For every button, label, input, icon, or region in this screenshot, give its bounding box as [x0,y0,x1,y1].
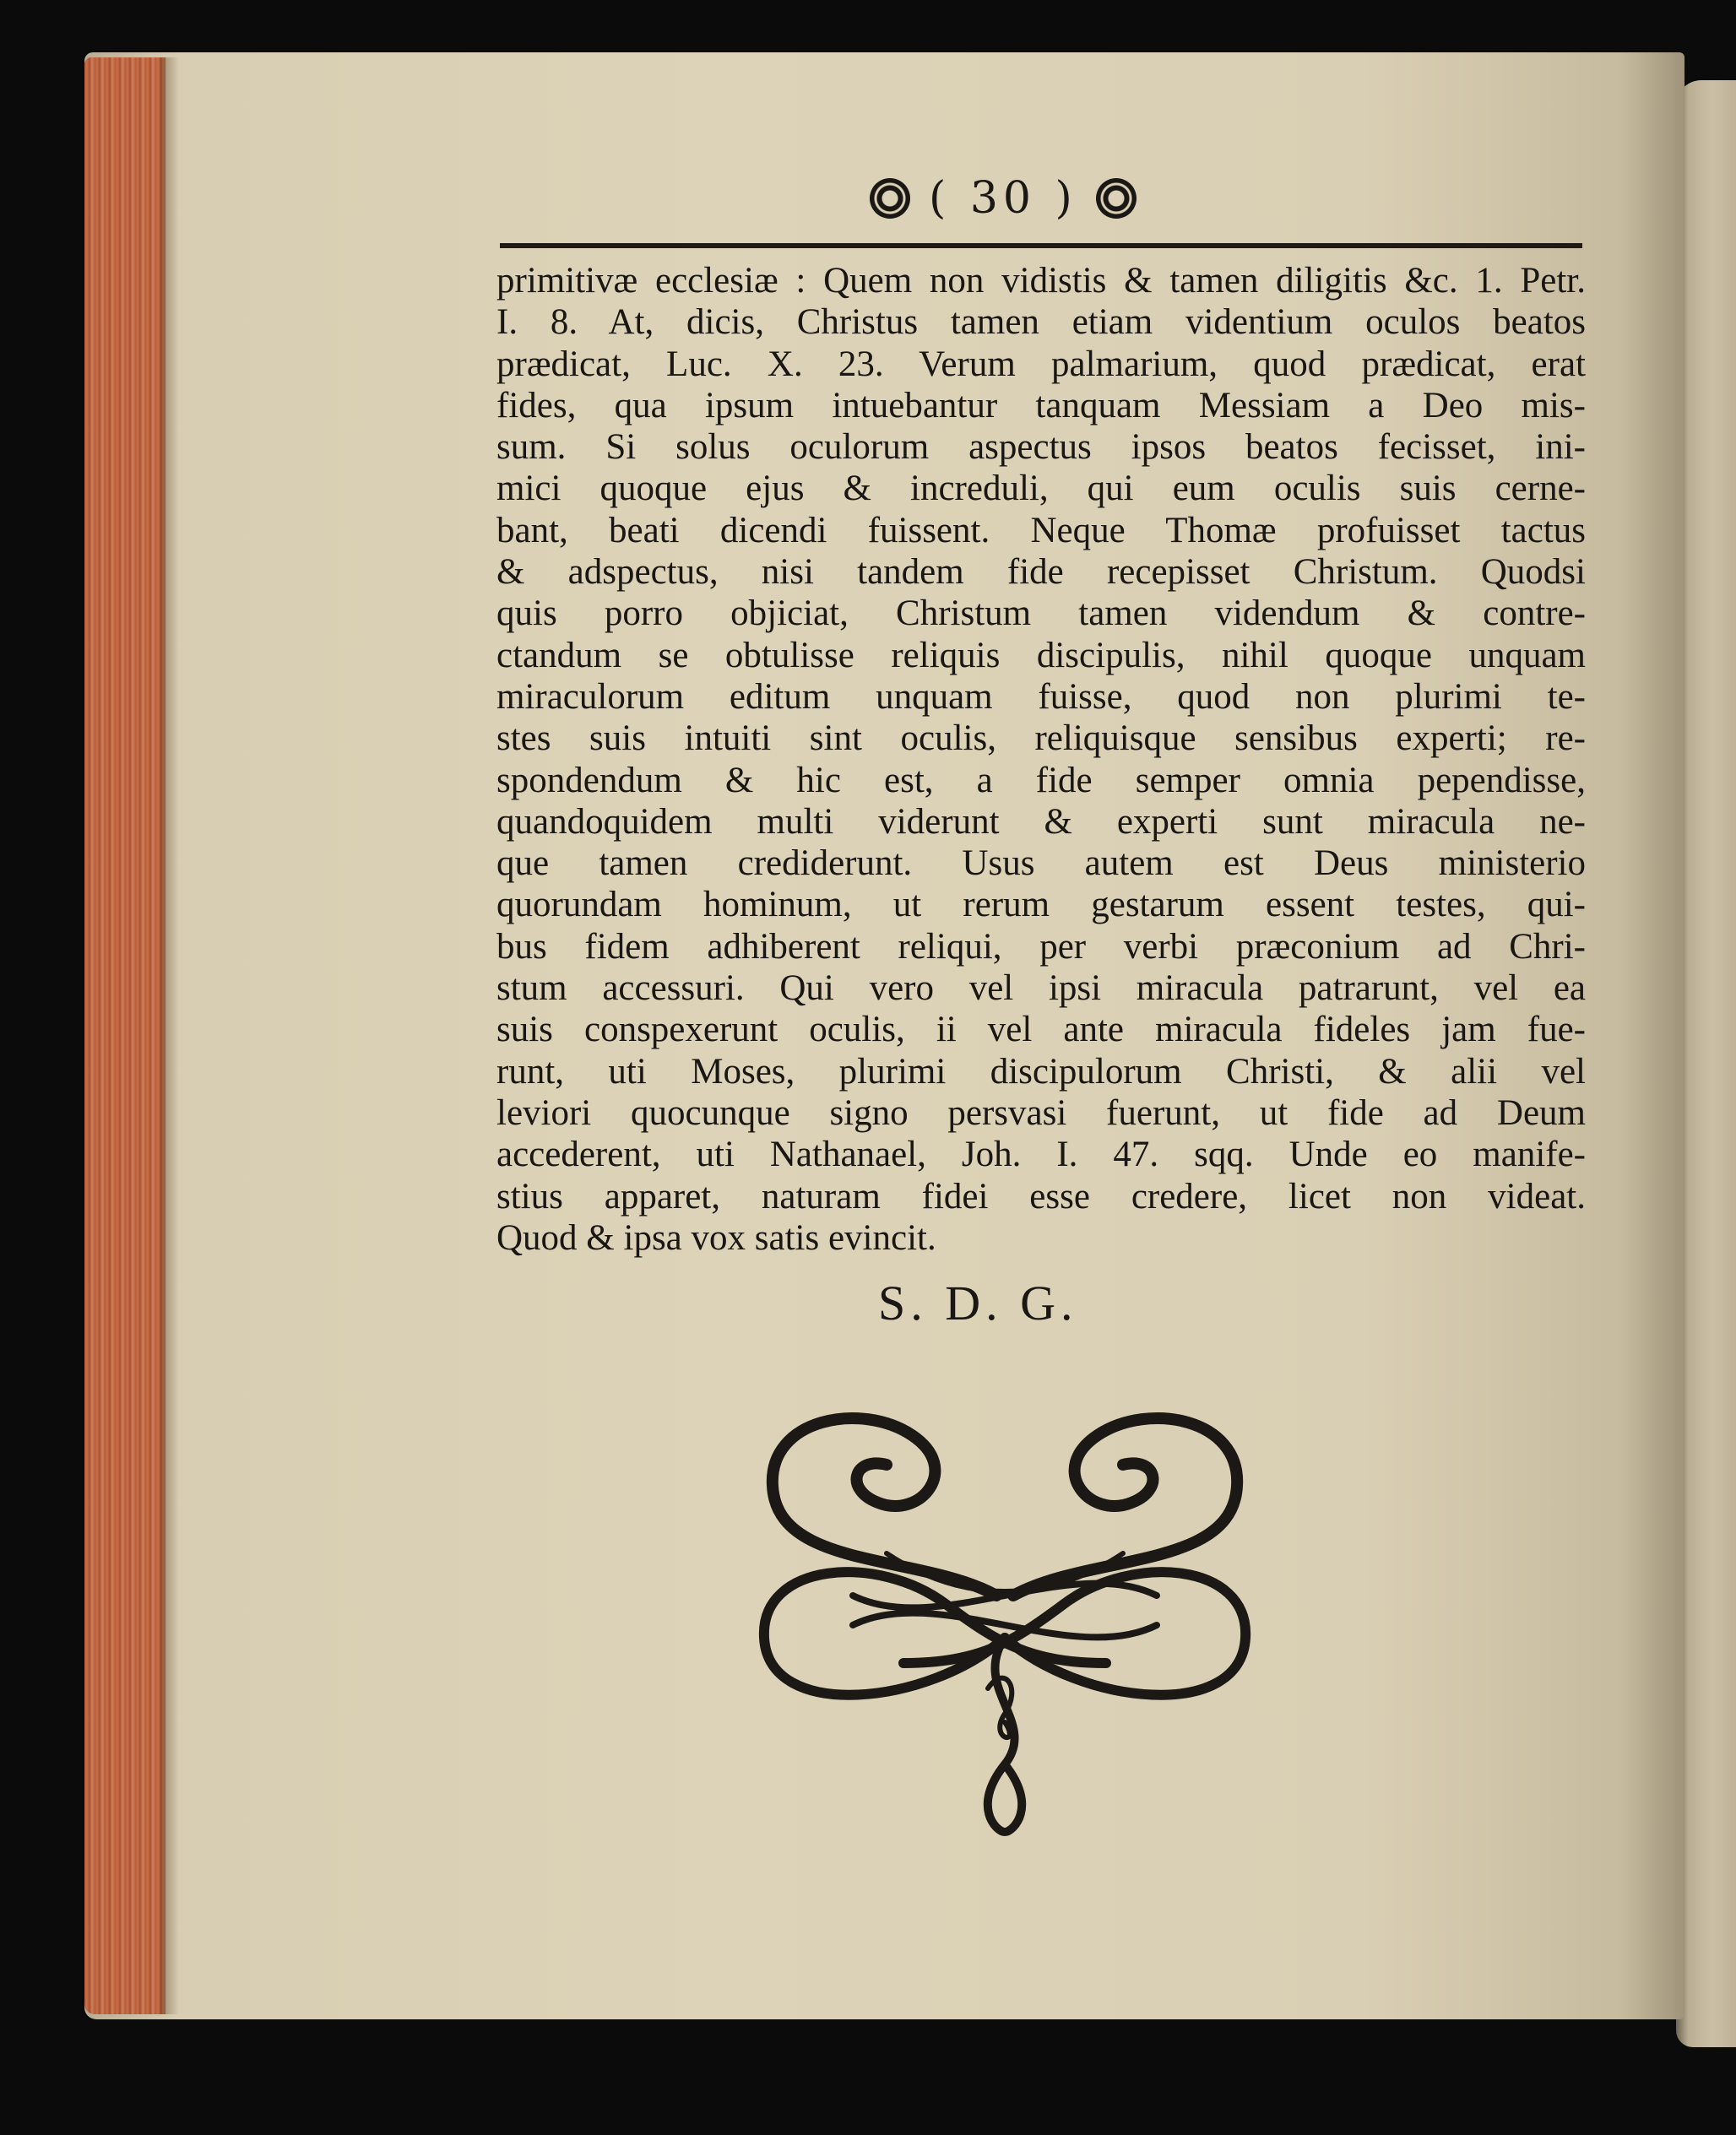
text-line: leviori quocunque signo persvasi fuerunt, ut fide ad Deum [496,1092,1586,1133]
text-line: stes suis intuiti sint oculis, reliquisque sensibus experti; re- [496,718,1586,759]
text-line: & adspectus, nisi tandem fide recepisset Christum. Quodsi [496,552,1586,593]
text-line: I. 8. At, dicis, Christus tamen etiam videntium oculos beatos [496,302,1586,343]
text-line: quandoquidem multi viderunt & experti sunt miracula ne- [496,801,1586,842]
text-line: accederent, uti Nathanael, Joh. I. 47. sqq. Unde eo manife- [496,1135,1586,1175]
rosette-ornament-left-icon [870,178,910,219]
text-line: ctandum se obtulisse reliquis discipulis, nihil quoque unquam [496,635,1586,675]
text-line: miraculorum editum unquam fuisse, quod non plurimi te- [496,676,1586,717]
text-line: que tamen crediderunt. Usus autem est Deus ministerio [496,843,1586,884]
text-line: quorundam hominum, ut rerum gestarum essent testes, qui- [496,885,1586,925]
page-number: ( 30 ) [929,173,1077,224]
text-line: sum. Si solus oculorum aspectus ipsos beatos fecisset, ini- [496,427,1586,468]
text-line: prædicat, Luc. X. 23. Verum palmarium, quod prædicat, erat [496,344,1586,384]
facing-page [1676,80,1736,2047]
text-line: primitivæ ecclesiæ : Quem non vidistis & tamen diligitis &c. 1. Petr. [496,261,1586,301]
closing-formula: S. D. G. [878,1276,1078,1330]
text-line: bant, beati dicendi fuissent. Neque Thomæ profuisset tactus [496,510,1586,550]
text-line: bus fidem adhiberent reliqui, per verbi præconium ad Chri- [496,926,1586,967]
text-line: stius apparet, naturam fidei esse credere, licet non videat. [496,1176,1586,1217]
text-line: suis conspexerunt oculis, ii vel ante miracula fideles jam fue- [496,1010,1586,1050]
text-line: mici quoque ejus & increduli, qui eum oculis suis cerne- [496,469,1586,509]
text-line: spondendum & hic est, a fide semper omnia pependisse, [496,760,1586,800]
text-line: fides, qua ipsum intuebantur tanquam Messiam a Deo mis- [496,385,1586,425]
body-text [496,260,1586,1259]
text-line: Quod & ipsa vox satis evincit. [496,1217,936,1258]
page-header [870,169,1137,228]
rosette-ornament-right-icon [1096,178,1137,219]
gutter-shadow [160,57,179,2014]
text-line: quis porro objiciat, Christum tamen videndum & contre- [496,593,1586,634]
header-rule [500,243,1582,248]
page-edges [84,57,165,2014]
calligraphic-flourish-ornament [751,1384,1258,1840]
text-line: stum accessuri. Qui vero vel ipsi miracula patrarunt, vel ea [496,968,1586,1009]
text-line: runt, uti Moses, plurimi discipulorum Christi, & alii vel [496,1051,1586,1092]
